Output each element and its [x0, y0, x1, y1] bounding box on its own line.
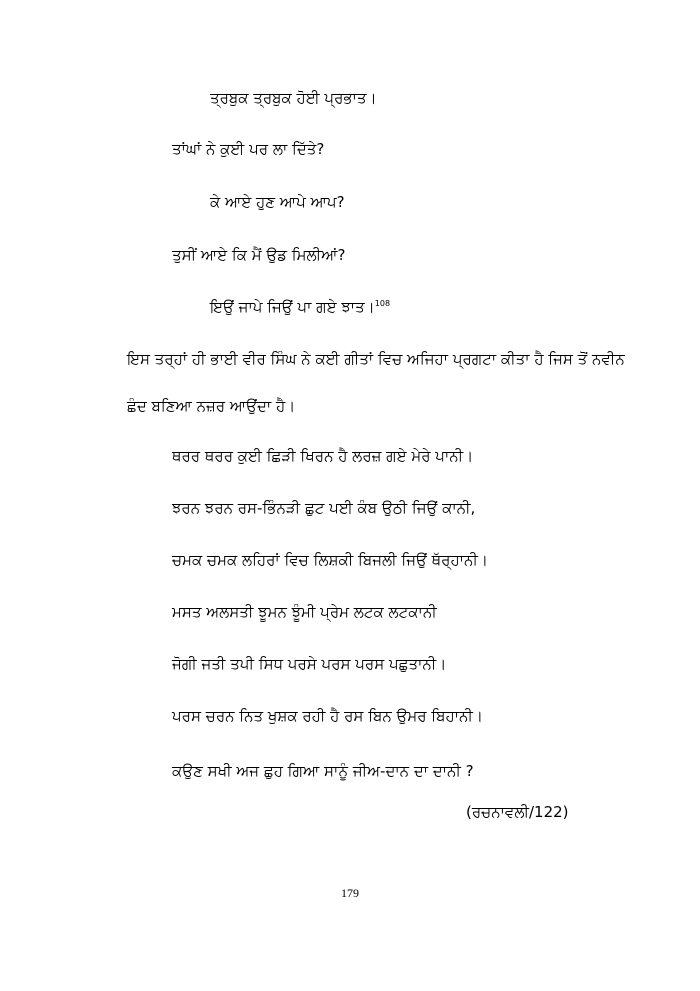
poem-2-line: ਝਰਨ ਝਰਨ ਰਸ-ਭਿੰਨੜੀ ਛੁਟ ਪਈ ਕੰਬ ਉਠੀ ਜਿਉਂ ਕਾਨੀ, — [172, 499, 476, 517]
footnote-reference: 108 — [374, 299, 391, 308]
poem-1-line: ਤ੍ਰਬੁਕ ਤ੍ਰਬੁਕ ਹੋਈ ਪ੍ਰਭਾਤ। — [210, 89, 377, 107]
poem-2-line: ਥਰਰ ਥਰਰ ਕੁਈ ਛਿੜੀ ਖਿਰਨ ਹੈ ਲਰਜ਼ ਗਏ ਮੇਰੇ ਪਾਨੀ। — [172, 447, 474, 465]
poem-2-line: ਮਸਤ ਅਲਸਤੀ ਝੂਮਨ ਝੂੰਮੀ ਪ੍ਰੇਮ ਲਟਕ ਲਟਕਾਨੀ — [172, 603, 437, 621]
poem-1-line: ਤੁਸੀਂ ਆਏ ਕਿ ਮੈਂ ਉਡ ਮਿਲੀਆਂ? — [172, 246, 346, 264]
poem-1-line-last — [210, 297, 390, 317]
poem-1-line: ਕੇ ਆਏ ਹੁਣ ਆਪੇ ਆਪ? — [210, 193, 345, 211]
poem-2-line: ਜੋਗੀ ਜਤੀ ਤਪੀ ਸਿਧ ਪਰਸੇ ਪਰਸ ਪਰਸ ਪਛੁਤਾਨੀ। — [172, 655, 447, 673]
poem-2-line: ਕਉਣ ਸਖੀ ਅਜ ਛੁਹ ਗਿਆ ਸਾਨੂੰ ਜੀਅ-ਦਾਨ ਦਾ ਦਾਨੀ ? — [172, 762, 474, 780]
poem-2-line: ਪਰਸ ਚਰਨ ਨਿਤ ਖੁਸ਼ਕ ਰਹੀ ਹੈ ਰਸ ਬਿਨ ਉਮਰ ਬਿਹਾਨੀ। — [172, 707, 483, 725]
paragraph-line: ਛੰਦ ਬਣਿਆ ਨਜ਼ਰ ਆਉਂਦਾ ਹੈ। — [127, 397, 296, 415]
paragraph-line: ਇਸ ਤਰ੍ਹਾਂ ਹੀ ਭਾਈ ਵੀਰ ਸਿੰਘ ਨੇ ਕਈ ਗੀਤਾਂ ਵਿਚ ਅਜਿਹਾ ਪ੍ਰਗਟਾ ਕੀਤਾ ਹੈ ਜਿਸ ਤੋਂ ਨਵੀਨ — [127, 350, 625, 368]
poem-1-line-text: ਇਉਂ ਜਾਪੇ ਜਿਉਂ ਪਾ ਗਏ ਝਾਤ। — [210, 298, 375, 316]
poem-1-line: ਤਾਂਘਾਂ ਨੇ ਕੁਈ ਪਰ ਲਾ ਦਿੱਤੇ? — [172, 140, 325, 158]
poem-2-line: ਚਮਕ ਚਮਕ ਲਹਿਰਾਂ ਵਿਚ ਲਿਸ਼ਕੀ ਬਿਜਲੀ ਜਿਉਂ ਥੱਰ੍ਹਾਨੀ। — [172, 551, 488, 569]
citation: (ਰਚਨਾਵਲੀ/122) — [466, 803, 569, 821]
page-number: 179 — [341, 886, 359, 900]
